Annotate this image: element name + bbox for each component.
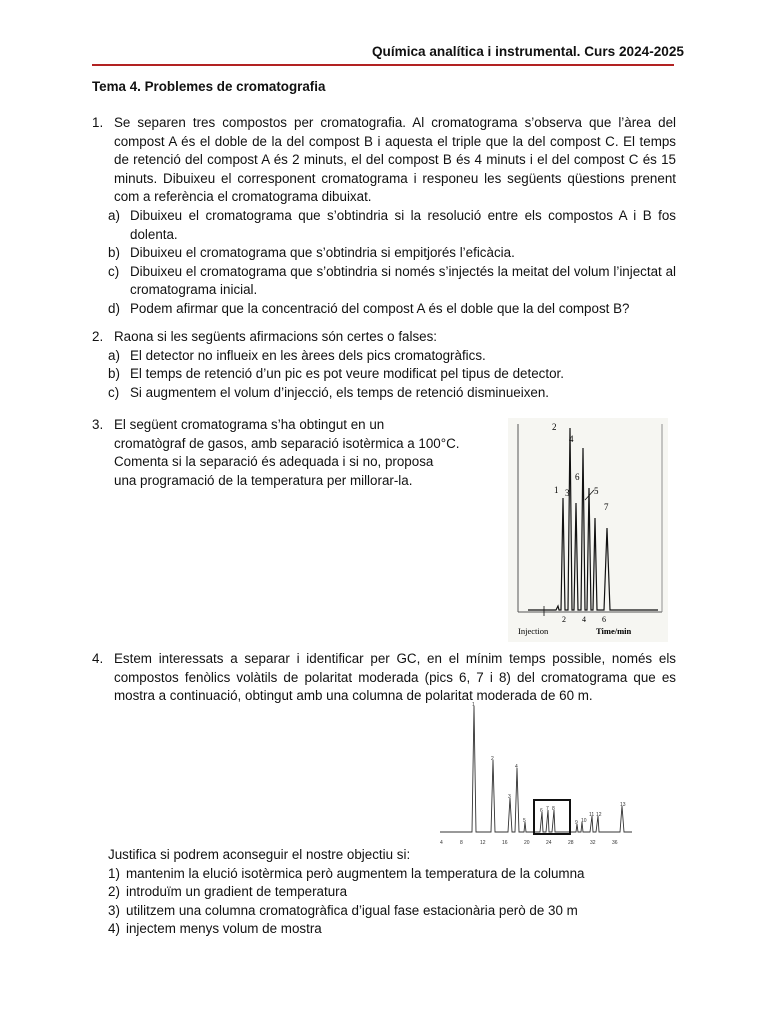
chromatogram-figure-q3 [508,418,668,642]
question-2-number: 2. [92,329,104,344]
q4-item-text: introduïm un gradient de temperatura [126,884,348,900]
peak-label: 2 [552,422,557,432]
peak-label: 1 [472,702,475,708]
chromatogram-figure-q4 [436,702,636,850]
question-3-line: cromatògraf de gasos, amb separació isotèrmica a 100°C. [114,435,460,451]
axis-tick: 28 [568,840,574,846]
chromatogram-trace-q3 [528,428,658,610]
peak-label: 4 [569,434,574,444]
question-4-text: Estem interessats a separar i identificar per GC, en el mínim temps possible, només els compostos fenòlics volàtils de polaritat moderada (pics 6, 7 i 8) del cromatograma que es mostra a continuació, obtingut amb una columna de polaritat moderada de 60 m. [114,651,676,704]
axis-tick: 12 [480,840,486,846]
axis-tick: 2 [562,615,566,624]
peak-label: 8 [552,806,555,812]
chromatogram-trace-q4 [440,706,632,832]
q1-item-label: d) [108,300,120,316]
question-2-text: Raona si les següents afirmacions són certes o falses: [114,329,438,344]
question-1-text: Se separen tres compostos per cromatografia. Al cromatograma s’observa que l’àrea del compost A és el doble de la del compost B i aquesta el triple que la del compost C. El temps de retenció del compost A és 2 minuts, el del compost B és 4 minuts i el del compost C és 15 minuts. Dibuixeu el corresponent cromatograma i responeu les següents qüestions prenent com a referència el cromatograma dibuixat. [114,115,676,205]
q2-item-label: b) [108,366,120,382]
q4-item-label: 3) [108,902,120,918]
axis-tick: 6 [602,615,606,624]
peak-label: 13 [620,802,626,808]
q2-item-label: a) [108,347,120,363]
course-header: Química analítica i instrumental. Curs 2024-2025 [371,44,684,59]
q4-item-text: utilitzem una columna cromatogràfica d’igual fase estacionària però de 30 m [126,902,578,918]
peak-label: 3 [565,488,570,498]
question-4 [92,650,676,706]
peak-label: 7 [604,502,609,512]
axis-tick: 24 [546,840,552,846]
injection-label: Injection [518,626,549,636]
q2-item-label: c) [108,384,120,400]
q1-item-text: Podem afirmar que la concentració del compost A és el doble que la del compost B? [130,300,630,316]
axis-tick: 16 [502,840,508,846]
question-2 [92,328,676,402]
question-3-line: Comenta si la separació és adequada i si no, proposa [114,454,434,470]
q1-item-text: Dibuixeu el cromatograma que s’obtindria si la resolució entre els compostos A i B fos dolenta. [130,207,676,242]
peak-label: 1 [554,485,559,495]
q4-item-label: 2) [108,884,120,900]
question-4-options [108,846,668,939]
axis-tick: 36 [612,840,618,846]
q4-item-label: 1) [108,865,120,881]
peak-label: 6 [540,808,543,814]
peak-label: 4 [515,764,518,770]
question-4-intro: Justifica si podrem aconseguir el nostre objectiu si: [108,847,411,862]
question-1 [92,114,676,319]
header-rule [92,64,674,66]
q2-item-text: El temps de retenció d’un pic es pot veure modificat pel tipus de detector. [130,366,564,382]
question-3-line: una programació de la temperatura per millorar-la. [114,472,413,488]
peak-label: 5 [523,818,526,824]
q1-item-text: Dibuixeu el cromatograma que s’obtindria si només s’injectés la meitat del volum l’injectat al cromatograma inicial. [130,263,676,298]
q4-item-label: 4) [108,921,120,937]
q1-item-text: Dibuixeu el cromatograma que s’obtindria si empitjorés l’eficàcia. [130,245,515,261]
axis-tick: 20 [524,840,530,846]
peak-label: 2 [491,756,494,762]
question-3 [92,416,492,490]
q4-item-text: injectem menys volum de mostra [126,921,322,937]
peak-label: 11 [589,812,595,818]
question-3-line: El següent cromatograma s’ha obtingut en un [114,417,385,432]
q2-item-text: Si augmentem el volum d’injecció, els temps de retenció disminueixen. [130,384,550,400]
peak-label: 12 [596,812,602,818]
peak-label: 9 [575,820,578,826]
q1-item-label: a) [108,207,120,223]
peak-label: 7 [546,806,549,812]
q1-item-label: b) [108,245,120,261]
axis-tick: 4 [440,840,443,846]
q2-item-text: El detector no influeix en les àrees dels pics cromatogràfics. [130,347,486,363]
q1-item-label: c) [108,263,120,279]
question-3-number: 3. [92,417,104,432]
page-title: Tema 4. Problemes de cromatografia [92,79,326,94]
peak-label: 3 [508,794,511,800]
peak-label: 10 [581,818,587,824]
q4-item-text: mantenim la elució isotèrmica però augmentem la temperatura de la columna [126,865,585,881]
axis-tick: 32 [590,840,596,846]
peak-label: 5 [594,486,599,496]
time-axis-label: Time/min [596,626,632,636]
axis-tick: 4 [582,615,586,624]
axis-tick: 8 [460,840,463,846]
question-1-number: 1. [92,115,104,130]
peak-label: 6 [575,472,580,482]
question-4-number: 4. [92,651,104,666]
